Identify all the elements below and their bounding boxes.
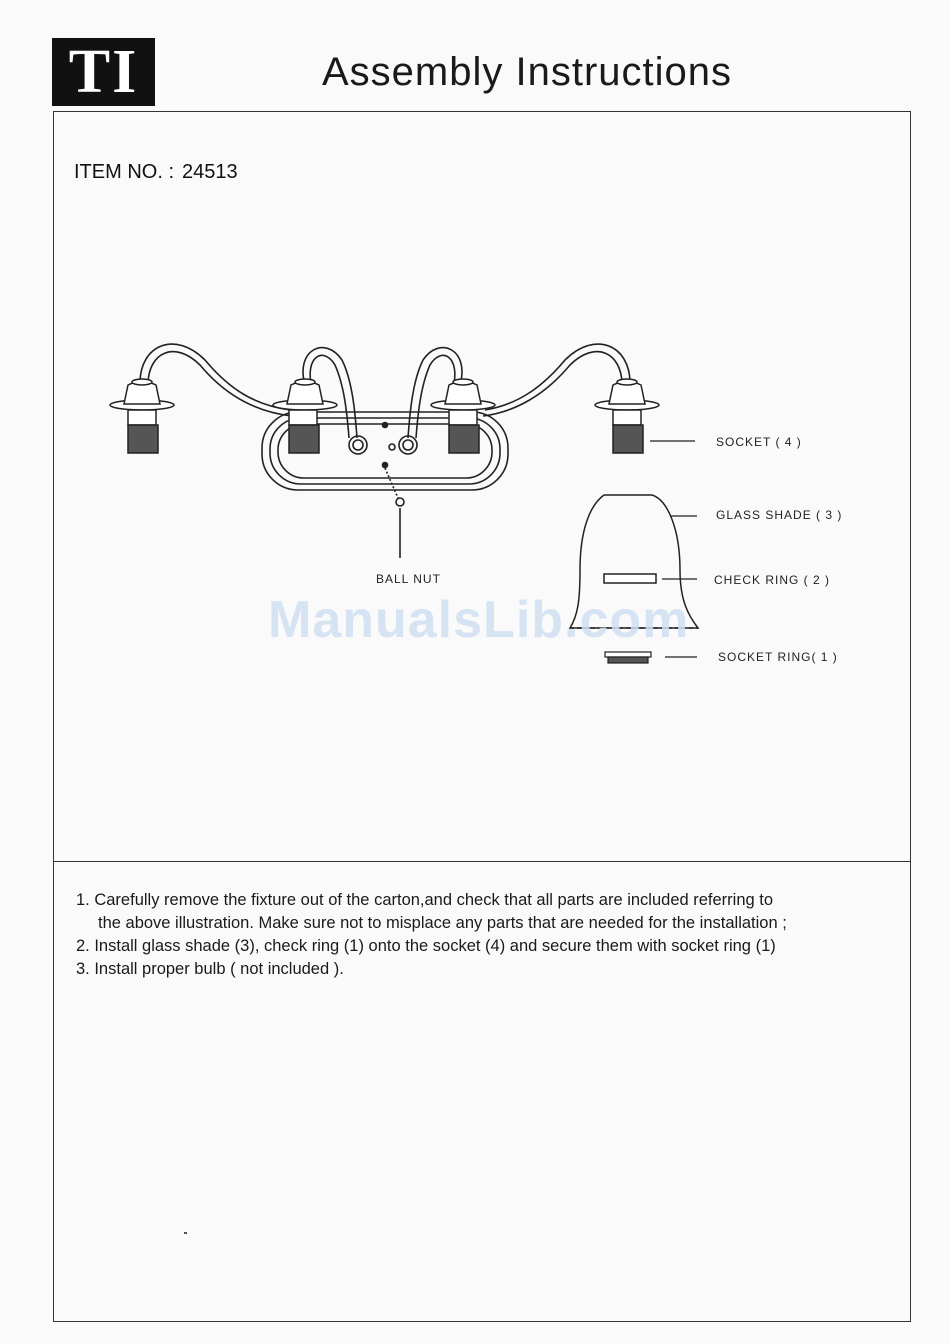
ti-logo: TI [52, 38, 155, 106]
socket-ring [605, 652, 651, 663]
watermark: ManualsLib.com [268, 591, 690, 649]
label-glass-shade: GLASS SHADE ( 3 ) [716, 508, 843, 522]
instruction-step-3: 3. Install proper bulb ( not included ). [76, 960, 344, 978]
item-value: 24513 [182, 161, 238, 183]
scan-speck [184, 1232, 187, 1234]
label-check-ring: CHECK RING ( 2 ) [714, 573, 831, 587]
page-title: Assembly Instructions [322, 50, 733, 94]
instruction-step-1: 1. Carefully remove the fixture out of the carton,and check that all parts are included referring to the above illustration. Make sure not to misplace any parts that are needed for the installation ; [76, 891, 787, 932]
label-socket-ring: SOCKET RING( 1 ) [718, 650, 838, 664]
label-socket: SOCKET ( 4 ) [716, 435, 802, 449]
ball-nut [396, 498, 404, 506]
label-ball-nut: BALL NUT [376, 572, 441, 586]
item-label: ITEM NO. : [74, 161, 174, 183]
socket-1 [110, 379, 174, 453]
socket-4 [595, 379, 659, 453]
check-ring [604, 574, 656, 583]
instruction-list [76, 889, 906, 981]
instruction-step-2: 2. Install glass shade (3), check ring (1) onto the socket (4) and secure them with socket ring (1) [76, 937, 776, 955]
